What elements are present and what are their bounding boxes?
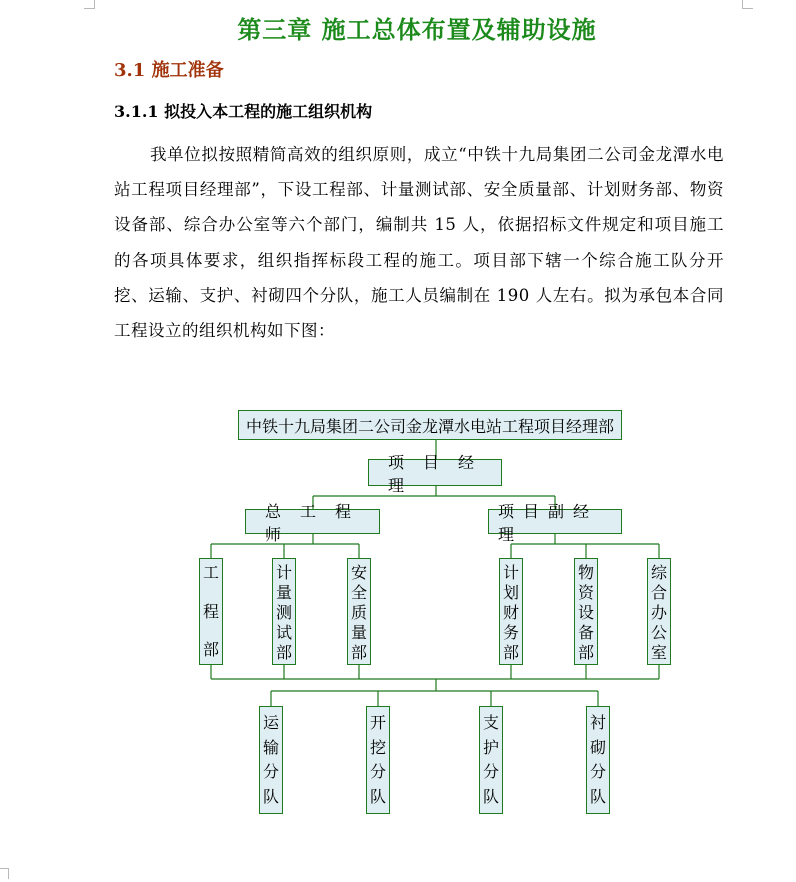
org-chief-engineer: 总工程师 xyxy=(245,509,380,534)
team-char: 衬 xyxy=(589,713,606,732)
org-deputy-manager: 项目副经理 xyxy=(488,509,622,534)
dept-char: 质 xyxy=(350,603,367,622)
dept-char: 试 xyxy=(275,623,292,642)
team-char: 开 xyxy=(369,713,386,732)
team-char: 挖 xyxy=(369,737,386,757)
dept-char: 部 xyxy=(502,643,519,662)
org-project-manager: 项目经理 xyxy=(368,459,502,486)
dept-char: 公 xyxy=(650,623,667,642)
dept-char: 设 xyxy=(577,603,594,622)
dept-char: 划 xyxy=(502,583,519,602)
team-char: 分 xyxy=(589,762,606,782)
team-char: 运 xyxy=(262,713,279,732)
team-char: 队 xyxy=(482,786,499,806)
dept-char: 部 xyxy=(577,643,594,662)
team-char: 分 xyxy=(262,762,279,782)
org-dept-materials-equipment xyxy=(574,558,598,665)
org-team-excavation xyxy=(366,706,390,814)
team-char: 队 xyxy=(369,786,386,806)
dept-char: 计 xyxy=(502,563,519,582)
dept-char: 合 xyxy=(650,583,667,602)
dept-char: 综 xyxy=(650,563,667,582)
dept-char: 量 xyxy=(350,623,367,642)
team-char: 队 xyxy=(589,786,606,806)
dept-char: 安 xyxy=(350,563,367,582)
dept-char: 部 xyxy=(202,640,219,659)
dept-char: 财 xyxy=(502,603,519,622)
dept-char: 全 xyxy=(350,583,367,602)
org-dept-engineering xyxy=(199,558,223,665)
dept-char: 部 xyxy=(350,643,367,662)
org-dept-safety-quality xyxy=(347,558,371,665)
team-char: 分 xyxy=(482,762,499,782)
team-char: 分 xyxy=(369,762,386,782)
dept-char: 部 xyxy=(275,643,292,662)
dept-char: 测 xyxy=(275,603,292,622)
dept-char: 计 xyxy=(275,563,292,582)
dept-char: 程 xyxy=(202,601,219,621)
dept-char: 资 xyxy=(577,583,594,602)
subsection-title: 3.1.1 拟投入本工程的施工组织机构 xyxy=(114,102,373,121)
team-char: 队 xyxy=(262,786,279,806)
org-team-lining xyxy=(586,706,610,814)
org-dept-measurement xyxy=(272,558,296,665)
dept-char: 备 xyxy=(577,623,594,642)
team-char: 护 xyxy=(482,737,499,757)
dept-char: 量 xyxy=(275,583,292,602)
org-dept-planning-finance xyxy=(499,558,523,665)
dept-char: 办 xyxy=(650,603,667,622)
team-char: 支 xyxy=(482,713,499,732)
dept-char: 物 xyxy=(577,563,594,582)
org-team-transport xyxy=(259,706,283,814)
org-dept-general-office xyxy=(647,558,671,665)
team-char: 砌 xyxy=(589,737,606,757)
org-team-support xyxy=(479,706,503,814)
dept-char: 室 xyxy=(650,643,667,662)
chapter-title: 第三章 施工总体布置及辅助设施 xyxy=(237,15,597,44)
dept-char: 务 xyxy=(502,623,519,642)
body-paragraph: 我单位拟按照精简高效的组织原则，成立“中铁十九局集团二公司金龙潭水电站工程项目经理部”，下设工程部、计量测试部、安全质量部、计划财务部、物资设备部、综合办公室等六个部门，编制共 15 人，依据招标文件规定和项目施工的各项具体要求，组织指挥标段工程的施工。项目部下辖一个综合施工队分开挖、运输、支护、衬砌四个分队，施工人员编制在 190 人左右。拟为承包本合同工程设立的组织机构如下图： xyxy=(114,145,724,341)
org-top-box: 中铁十九局集团二公司金龙潭水电站工程项目经理部 xyxy=(238,410,622,440)
dept-char: 工 xyxy=(202,563,219,582)
section-title: 3.1 施工准备 xyxy=(114,60,224,81)
team-char: 输 xyxy=(262,737,279,757)
